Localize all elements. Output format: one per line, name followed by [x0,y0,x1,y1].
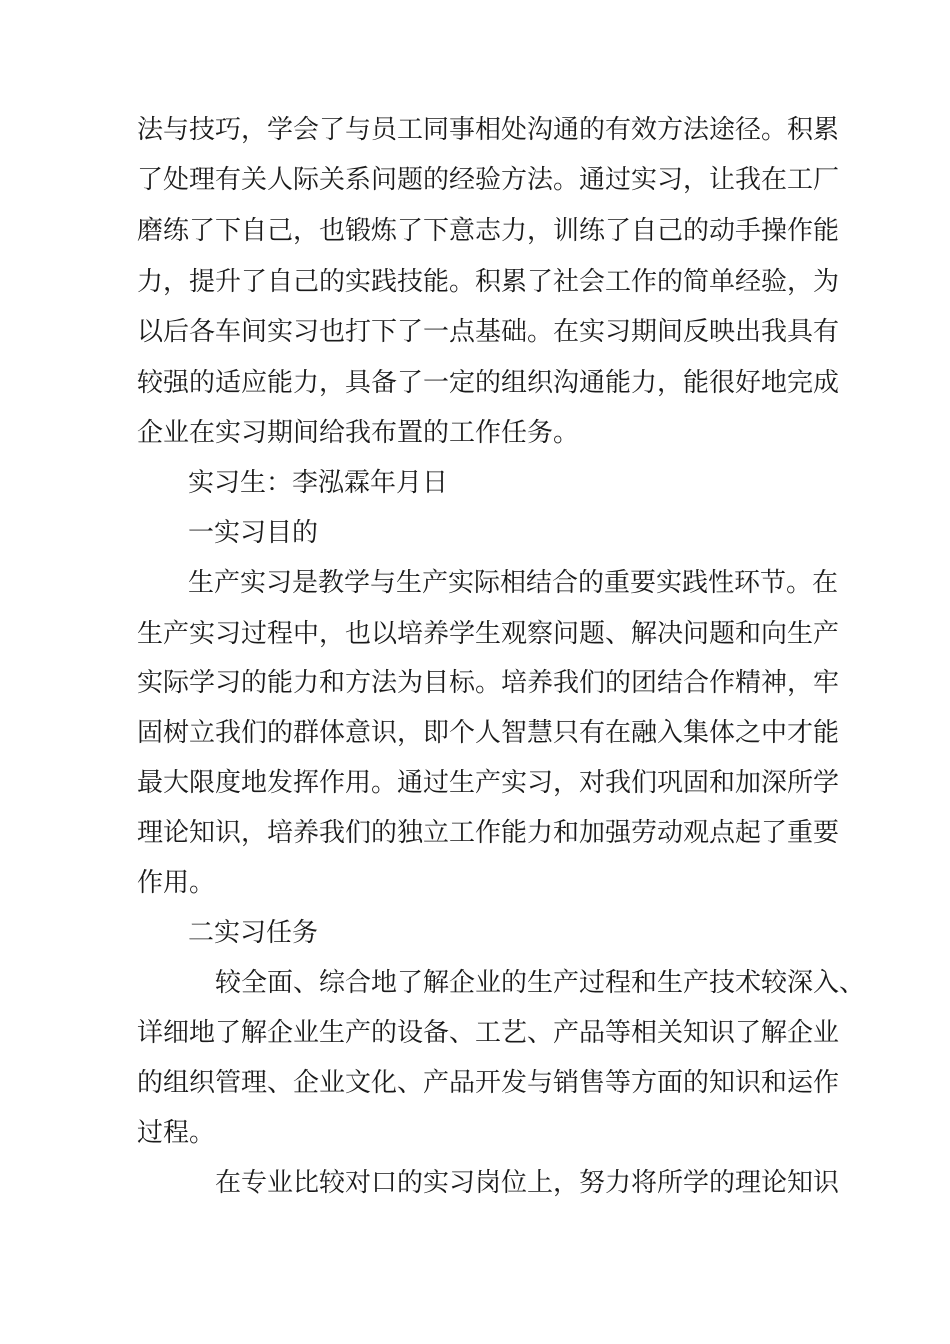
text-line: 法与技巧，学会了与员工同事相处沟通的有效方法途径。积累 [137,115,840,145]
text-line: 实际学习的能力和方法为目标。培养我们的团结合作精神，牢 [137,668,840,698]
text-line: 生产实习过程中，也以培养学生观察问题、解决问题和向生产 [137,619,840,649]
text-line: 磨练了下自己，也锻炼了下意志力，训练了自己的动手操作能 [137,216,840,246]
text-line: 理论知识，培养我们的独立工作能力和加强劳动观点起了重要 [137,818,840,848]
signature-line: 实习生：李泓霖年月日 [188,468,449,498]
text-line: 固树立我们的群体意识，即个人智慧只有在融入集体之中才能 [137,718,840,748]
text-line: 了处理有关人际关系问题的经验方法。通过实习，让我在工厂 [137,165,840,195]
text-line: 以后各车间实习也打下了一点基础。在实习期间反映出我具有 [137,317,840,347]
text-line: 的组织管理、企业文化、产品开发与销售等方面的知识和运作 [137,1068,840,1098]
text-line: 在专业比较对口的实习岗位上，努力将所学的理论知识 [215,1168,840,1198]
text-line: 详细地了解企业生产的设备、工艺、产品等相关知识了解企业 [137,1018,840,1048]
text-line: 生产实习是教学与生产实际相结合的重要实践性环节。在 [188,568,839,598]
section-heading: 一实习目的 [188,518,319,548]
text-line: 最大限度地发挥作用。通过生产实习，对我们巩固和加深所学 [137,768,840,798]
text-line: 企业在实习期间给我布置的工作任务。 [137,418,580,448]
text-line: 力，提升了自己的实践技能。积累了社会工作的简单经验，为 [137,267,840,297]
text-line: 较强的适应能力，具备了一定的组织沟通能力，能很好地完成 [137,368,840,398]
text-line: 过程。 [137,1118,216,1148]
section-heading: 二实习任务 [188,918,319,948]
text-line: 较全面、综合地了解企业的生产过程和生产技术较深入、 [215,968,866,998]
text-line: 作用。 [137,868,216,898]
